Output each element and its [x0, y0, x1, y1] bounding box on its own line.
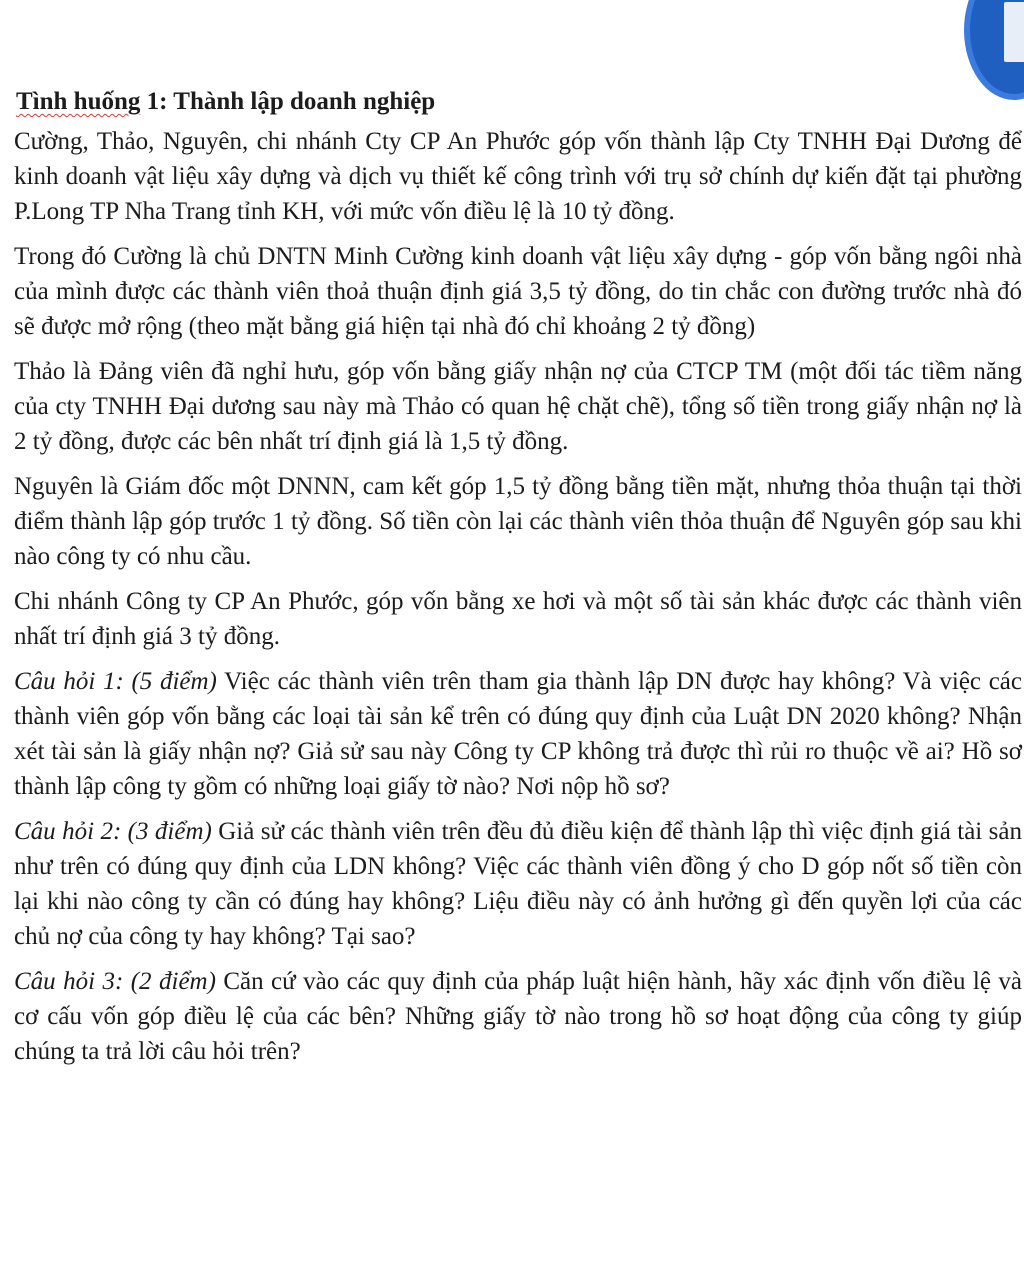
question-1-text: Việc các thành viên trên tham gia thành lập DN được hay không? Và việc các thành viên góp vốn bằng các loại tài sản kể trên có đúng quy định của Luật DN 2020 không? Nhận xét tài sản là giấy nhận nợ? Giả sử sau này Công ty CP không trả được thì rủi ro thuộc về ai? Hồ sơ thành lập công ty gồm có những loại giấy tờ nào? Nơi nộp hồ sơ? [14, 668, 1022, 800]
question-2-label: Câu hỏi 2: (3 điểm) [14, 818, 212, 845]
question-2 [14, 814, 1022, 954]
document-icon [1004, 2, 1024, 62]
document-page [14, 82, 1022, 1079]
paragraph-nguyen: Nguyên là Giám đốc một DNNN, cam kết góp 1,5 tỷ đồng bằng tiền mặt, nhưng thỏa thuận tại thời điểm thành lập góp trước 1 tỷ đồng. Số tiền còn lại các thành viên thỏa thuận để Nguyên góp sau khi nào công ty có nhu cầu. [14, 473, 1022, 570]
question-3-text: Căn cứ vào các quy định của pháp luật hiện hành, hãy xác định vốn điều lệ và cơ cấu vốn góp điều lệ của các bên? Những giấy tờ nào trong hồ sơ hoạt động của công ty giúp chúng ta trả lời câu hỏi trên? [14, 968, 1022, 1065]
question-3-label: Câu hỏi 3: (2 điểm) [14, 968, 216, 995]
question-1-label: Câu hỏi 1: (5 điểm) [14, 668, 217, 695]
case-heading [16, 82, 1022, 122]
paragraph-thao: Thảo là Đảng viên đã nghỉ hưu, góp vốn bằng giấy nhận nợ của CTCP TM (một đối tác tiềm năng của cty TNHH Đại dương sau này mà Thảo có quan hệ chặt chẽ), tổng số tiền trong giấy nhận nợ là 2 tỷ đồng, được các bên nhất trí định giá là 1,5 tỷ đồng. [14, 358, 1022, 455]
paragraph-an-phuoc: Chi nhánh Công ty CP An Phước, góp vốn bằng xe hơi và một số tài sản khác được các thành viên nhất trí định giá 3 tỷ đồng. [14, 588, 1022, 650]
heading-text: 1: Thành lập doanh nghiệp [140, 88, 436, 115]
question-1 [14, 664, 1022, 804]
question-3 [14, 964, 1022, 1069]
question-2-text: Giả sử các thành viên trên đều đủ điều kiện để thành lập thì việc định giá tài sản như trên có đúng quy định của LDN không? Việc các thành viên đồng ý cho D góp nốt số tiền còn lại khi nào công ty cần có đúng hay không? Liệu điều này có ảnh hưởng gì đến quyền lợi của các chủ nợ của công ty hay không? Tại sao? [14, 818, 1022, 950]
heading-underlined-text: Tình huống [16, 88, 141, 115]
paragraph-cuong: Trong đó Cường là chủ DNTN Minh Cường kinh doanh vật liệu xây dựng - góp vốn bằng ngôi nhà của mình được các thành viên thoả thuận định giá 3,5 tỷ đồng, do tin chắc con đường trước nhà đó sẽ được mở rộng (theo mặt bằng giá hiện tại nhà đó chỉ khoảng 2 tỷ đồng) [14, 243, 1022, 340]
paragraph-founders: Cường, Thảo, Nguyên, chi nhánh Cty CP An Phước góp vốn thành lập Cty TNHH Đại Dương để kinh doanh vật liệu xây dựng và dịch vụ thiết kế công trình với trụ sở chính dự kiến đặt tại phường P.Long TP Nha Trang tỉnh KH, với mức vốn điều lệ là 10 tỷ đồng. [14, 128, 1022, 225]
